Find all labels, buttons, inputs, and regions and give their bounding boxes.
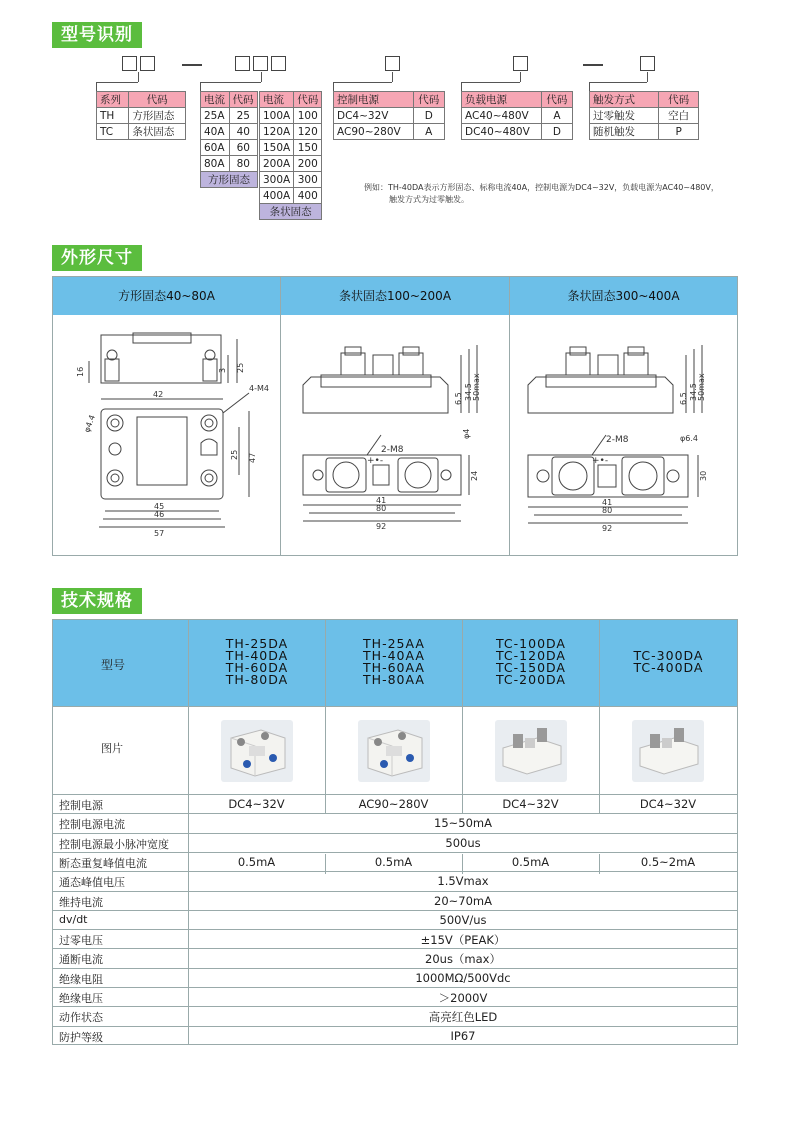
dim-label: 2-M8: [381, 445, 404, 455]
code-cell: 120: [294, 124, 322, 140]
model-name: TC-100DA: [496, 636, 566, 651]
product-photo-3: [495, 720, 567, 782]
model-name: TH-80DA: [225, 672, 289, 687]
control-cell: AC90~280V: [334, 124, 414, 140]
model-group-3: [463, 638, 599, 686]
code-cell: 300: [294, 172, 322, 188]
dim-label: 41: [376, 496, 387, 505]
spec-table: [52, 619, 738, 1045]
spec-row-label: 通断电流: [59, 953, 103, 967]
series-header: 系列: [97, 92, 129, 108]
model-name: TH-25DA: [225, 636, 289, 651]
spec-row-value: 0.5~2mA: [640, 854, 696, 869]
load-header: 负载电源: [462, 92, 542, 108]
dim-label: 41: [602, 498, 613, 507]
dim-label: 25: [230, 449, 239, 460]
model-group-2: [326, 638, 462, 686]
model-label: 型号: [101, 658, 126, 672]
dim-label: φ6.4: [680, 434, 698, 443]
trigger-cell: 随机触发: [590, 124, 659, 140]
spec-row-value: 1000MΩ/500Vdc: [415, 970, 511, 985]
dim-label: 47: [248, 452, 257, 463]
dim-label: 3: [218, 367, 227, 373]
current-header: 电流: [201, 92, 230, 108]
model-name: TH-25AA: [363, 636, 425, 651]
code-header: 代码: [129, 92, 186, 108]
code-box: [640, 56, 655, 71]
svg-text:+•-: +•-: [592, 456, 609, 466]
code-cell: 80: [229, 156, 258, 172]
dim-label: 45: [154, 502, 165, 511]
code-cell: 100: [294, 108, 322, 124]
strip-large-drawing: [510, 315, 737, 555]
current-header: 电流: [260, 92, 294, 108]
current-cell: 40A: [201, 124, 230, 140]
spec-row-label: 过零电压: [59, 934, 103, 948]
code-dash: [182, 64, 202, 66]
spec-row-value: 15~50mA: [434, 816, 492, 831]
model-name: TC-200DA: [496, 672, 566, 687]
dim-label: 42: [153, 390, 164, 399]
dim-label: 30: [699, 470, 708, 481]
code-box: [235, 56, 250, 71]
dim-label: 57: [154, 529, 165, 538]
section-title-model-id: 型号识别: [52, 22, 142, 48]
trigger-table: [589, 91, 699, 140]
code-cell: D: [413, 108, 444, 124]
dim-label: 6.5: [679, 392, 688, 405]
spec-row-label: 控制电源最小脉冲宽度: [59, 837, 169, 851]
control-cell: DC4~32V: [334, 108, 414, 124]
spec-row-label: 绝缘电压: [59, 992, 103, 1005]
spec-row-label: 绝缘电阻: [59, 972, 103, 986]
model-group-1: [189, 638, 325, 686]
dim-label: 80: [376, 504, 387, 513]
spec-row-value: 20us（max）: [425, 952, 501, 967]
code-header: 代码: [229, 92, 258, 108]
code-cell: 条状固态: [129, 124, 186, 140]
spec-row-value: DC4~32V: [639, 797, 697, 811]
current-cell: 120A: [260, 124, 294, 140]
current-cell: 200A: [260, 156, 294, 172]
spec-row-label: dv/dt: [59, 912, 88, 926]
model-name: TH-40AA: [363, 648, 425, 663]
model-name: TH-60AA: [363, 660, 425, 675]
dim-label: 50max: [472, 373, 481, 401]
trigger-cell: 过零触发: [590, 108, 659, 124]
code-cell: 400: [294, 188, 322, 204]
current-table-strip: [259, 91, 322, 220]
spec-row-value: DC4~32V: [228, 797, 285, 811]
code-cell: 60: [229, 140, 258, 156]
current-cell: 25A: [201, 108, 230, 124]
square-footer: 方形固态: [201, 172, 258, 188]
model-name: TH-60DA: [225, 660, 289, 675]
spec-row-value: IP67: [450, 1028, 476, 1043]
spec-row-value: 500us: [445, 835, 481, 850]
dim-label: 46: [154, 510, 165, 519]
series-cell: TH: [97, 108, 129, 124]
code-header: 代码: [413, 92, 444, 108]
code-box: [385, 56, 400, 71]
spec-row-value: 0.5mA: [511, 854, 550, 869]
current-cell: 60A: [201, 140, 230, 156]
model-group-4: [600, 650, 737, 674]
spec-row-value: ±15V（PEAK）: [420, 933, 506, 948]
trigger-header: 触发方式: [590, 92, 659, 108]
code-cell: A: [413, 124, 444, 140]
spec-row-value: AC90~280V: [358, 797, 429, 811]
square-module-drawing: [53, 315, 280, 555]
model-name: TH-40DA: [225, 648, 289, 663]
strip-small-drawing: [281, 315, 509, 555]
code-header: 代码: [294, 92, 322, 108]
code-cell: 空白: [659, 108, 699, 124]
dim-label: 34.5: [464, 383, 473, 401]
product-photo-4: [632, 720, 704, 782]
section-title-dimensions: 外形尺寸: [52, 245, 142, 271]
spec-row-value: DC4~32V: [502, 797, 559, 811]
model-name: TC-400DA: [633, 660, 704, 675]
spec-row-value: 高亮红色LED: [428, 1010, 498, 1025]
code-cell: P: [659, 124, 699, 140]
load-cell: DC40~480V: [462, 124, 542, 140]
dim-label: φ4.4: [82, 413, 98, 434]
spec-row-value: 0.5mA: [237, 854, 276, 869]
model-name: TH-80AA: [363, 672, 425, 687]
product-photo-2: [358, 720, 430, 782]
spec-row-label: 断态重复峰值电流: [59, 856, 147, 870]
dim-label: 2-M8: [606, 435, 629, 445]
code-cell: 方形固态: [129, 108, 186, 124]
code-box: [122, 56, 137, 71]
code-cell: 200: [294, 156, 322, 172]
current-cell: 80A: [201, 156, 230, 172]
dim-label: 16: [76, 366, 85, 377]
spec-row-value: 20~70mA: [434, 893, 492, 908]
dim-col-square: 方形固态40~80A: [118, 289, 215, 303]
current-cell: 300A: [260, 172, 294, 188]
dim-label: 92: [602, 524, 613, 533]
dim-col-strip-small: 条状固态100~200A: [338, 289, 452, 303]
code-cell: 25: [229, 108, 258, 124]
model-name: TC-120DA: [496, 648, 566, 663]
control-header: 控制电源: [334, 92, 414, 108]
load-cell: AC40~480V: [462, 108, 542, 124]
svg-text:+•-: +•-: [367, 456, 384, 466]
code-box: [140, 56, 155, 71]
example-note: [364, 182, 734, 206]
dim-label: 24: [470, 470, 479, 481]
dim-label: 25: [236, 362, 245, 373]
spec-row-value: 1.5Vmax: [437, 874, 489, 889]
spec-row-value: ＞2000V: [438, 991, 488, 1005]
code-header: 代码: [541, 92, 572, 108]
code-box: [513, 56, 528, 71]
note-line: 例如：TH-40DA表示方形固态、标称电流40A，控制电源为DC4~32V，负载电源为AC40~480V，: [364, 183, 719, 192]
dim-label: 80: [602, 506, 613, 515]
photo-label: 图片: [101, 742, 123, 755]
load-table: [461, 91, 573, 140]
model-name: TC-150DA: [496, 660, 566, 675]
spec-row-label: 通态峰值电压: [59, 876, 125, 890]
dim-label: 34.5: [689, 383, 698, 401]
product-photo-1: [221, 720, 293, 782]
series-table: [96, 91, 186, 140]
spec-row-label: 动作状态: [59, 1011, 103, 1025]
dim-label: 4-M4: [249, 384, 269, 393]
dim-col-strip-large: 条状固态300~400A: [567, 289, 680, 303]
dim-label: 6.5: [454, 392, 463, 405]
model-name: TC-300DA: [633, 648, 704, 663]
spec-row-value: 500V/us: [439, 912, 487, 927]
current-cell: 100A: [260, 108, 294, 124]
dim-label: 92: [376, 522, 387, 531]
dim-label: 50max: [697, 373, 706, 401]
series-cell: TC: [97, 124, 129, 140]
strip-footer: 条状固态: [260, 204, 322, 220]
code-cell: 150: [294, 140, 322, 156]
spec-row-label: 控制电源: [59, 799, 103, 812]
code-dash: [583, 64, 603, 66]
note-line: 触发方式为过零触发。: [389, 195, 469, 204]
spec-row-label: 防护等级: [59, 1030, 103, 1044]
spec-row-label: 维持电流: [59, 895, 103, 909]
dim-label: φ4: [462, 428, 471, 439]
code-cell: D: [541, 124, 572, 140]
current-table-square: [200, 91, 258, 188]
dimension-table: [52, 276, 738, 556]
section-title-specs: 技术规格: [52, 588, 142, 614]
code-cell: 40: [229, 124, 258, 140]
code-box: [271, 56, 286, 71]
control-table: [333, 91, 445, 140]
code-header: 代码: [659, 92, 699, 108]
current-cell: 400A: [260, 188, 294, 204]
spec-row-label: 控制电源电流: [59, 818, 125, 832]
code-cell: A: [541, 108, 572, 124]
code-box: [253, 56, 268, 71]
spec-row-value: 0.5mA: [374, 854, 413, 869]
current-cell: 150A: [260, 140, 294, 156]
